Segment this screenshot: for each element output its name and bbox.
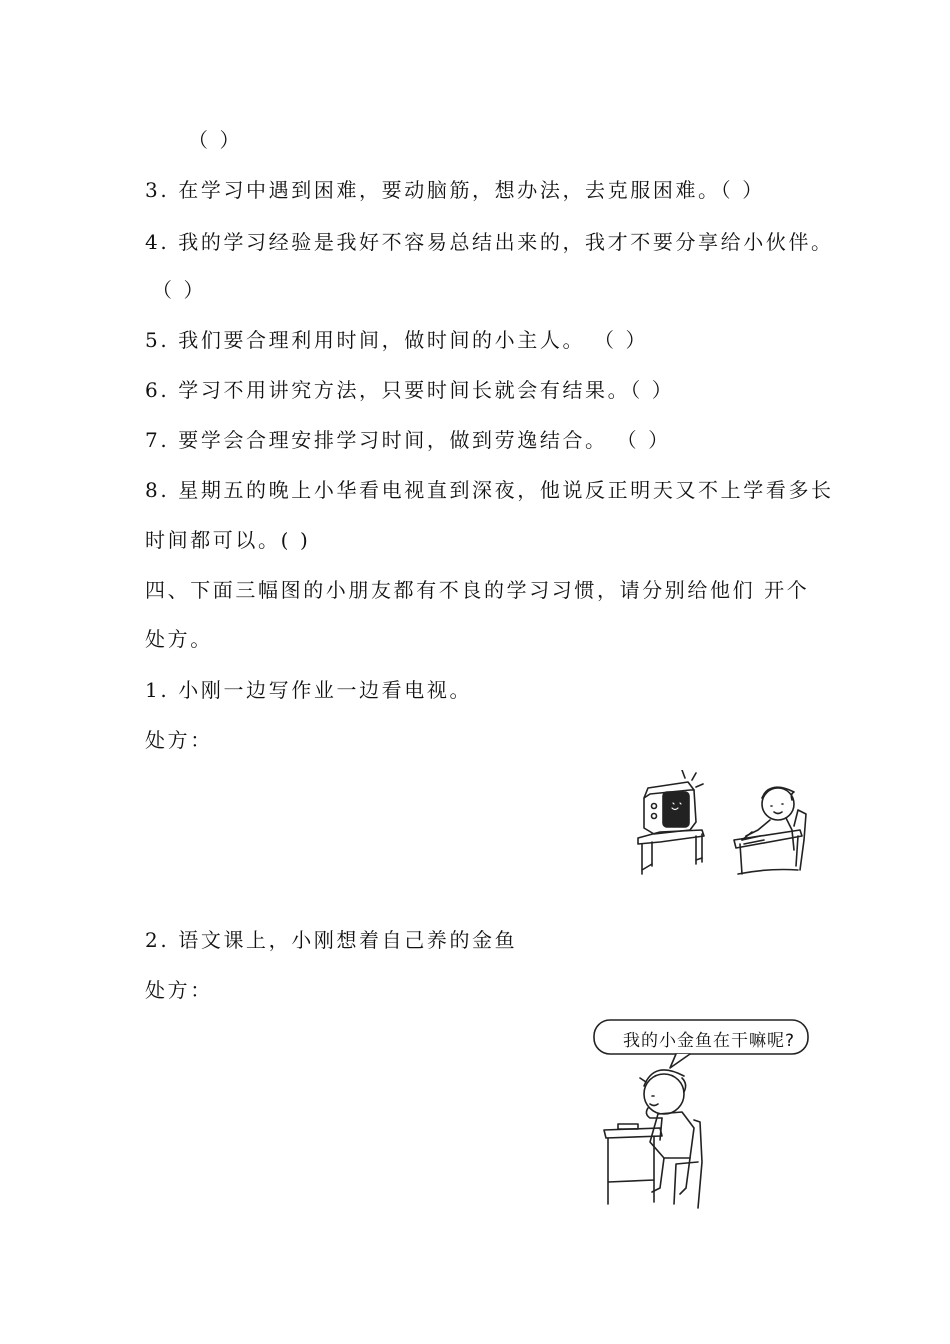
tv-and-boy-illustration — [630, 770, 815, 885]
item-1-text: 1. 小刚一边写作业一边看电视。 — [145, 678, 473, 702]
question-6: 6. 学习不用讲究方法，只要时间长就会有结果。（ ） — [145, 378, 675, 402]
speech-bubble-text: 我的小金鱼在干嘛呢? — [622, 1031, 796, 1051]
question-7: 7. 要学会合理安排学习时间，做到劳逸结合。 （ ） — [145, 428, 671, 452]
question-4: 4. 我的学习经验是我好不容易总结出来的，我才不要分享给小伙伴。 — [145, 230, 834, 254]
question-8-cont: 时间都可以。( ) — [145, 528, 311, 552]
item-1-prescription-label: 处方： — [145, 728, 213, 752]
question-5: 5. 我们要合理利用时间，做时间的小主人。 （ ） — [145, 328, 649, 352]
q2-answer-paren: （ ） — [188, 128, 243, 152]
question-4-answer-paren: （ ） — [152, 278, 207, 302]
section-4-heading-cont: 处方。 — [145, 627, 213, 651]
item-2-prescription-label: 处方： — [145, 978, 213, 1002]
question-8: 8. 星期五的晚上小华看电视直到深夜，他说反正明天又不上学看多长 — [145, 478, 834, 502]
section-4-heading: 四、下面三幅图的小朋友都有不良的学习习惯，请分别给他们 开个 — [145, 578, 810, 602]
question-3: 3. 在学习中遇到困难，要动脑筋，想办法，去克服困难。（ ） — [145, 178, 765, 202]
item-2-text: 2. 语文课上，小刚想着自己养的金鱼 — [145, 928, 518, 952]
